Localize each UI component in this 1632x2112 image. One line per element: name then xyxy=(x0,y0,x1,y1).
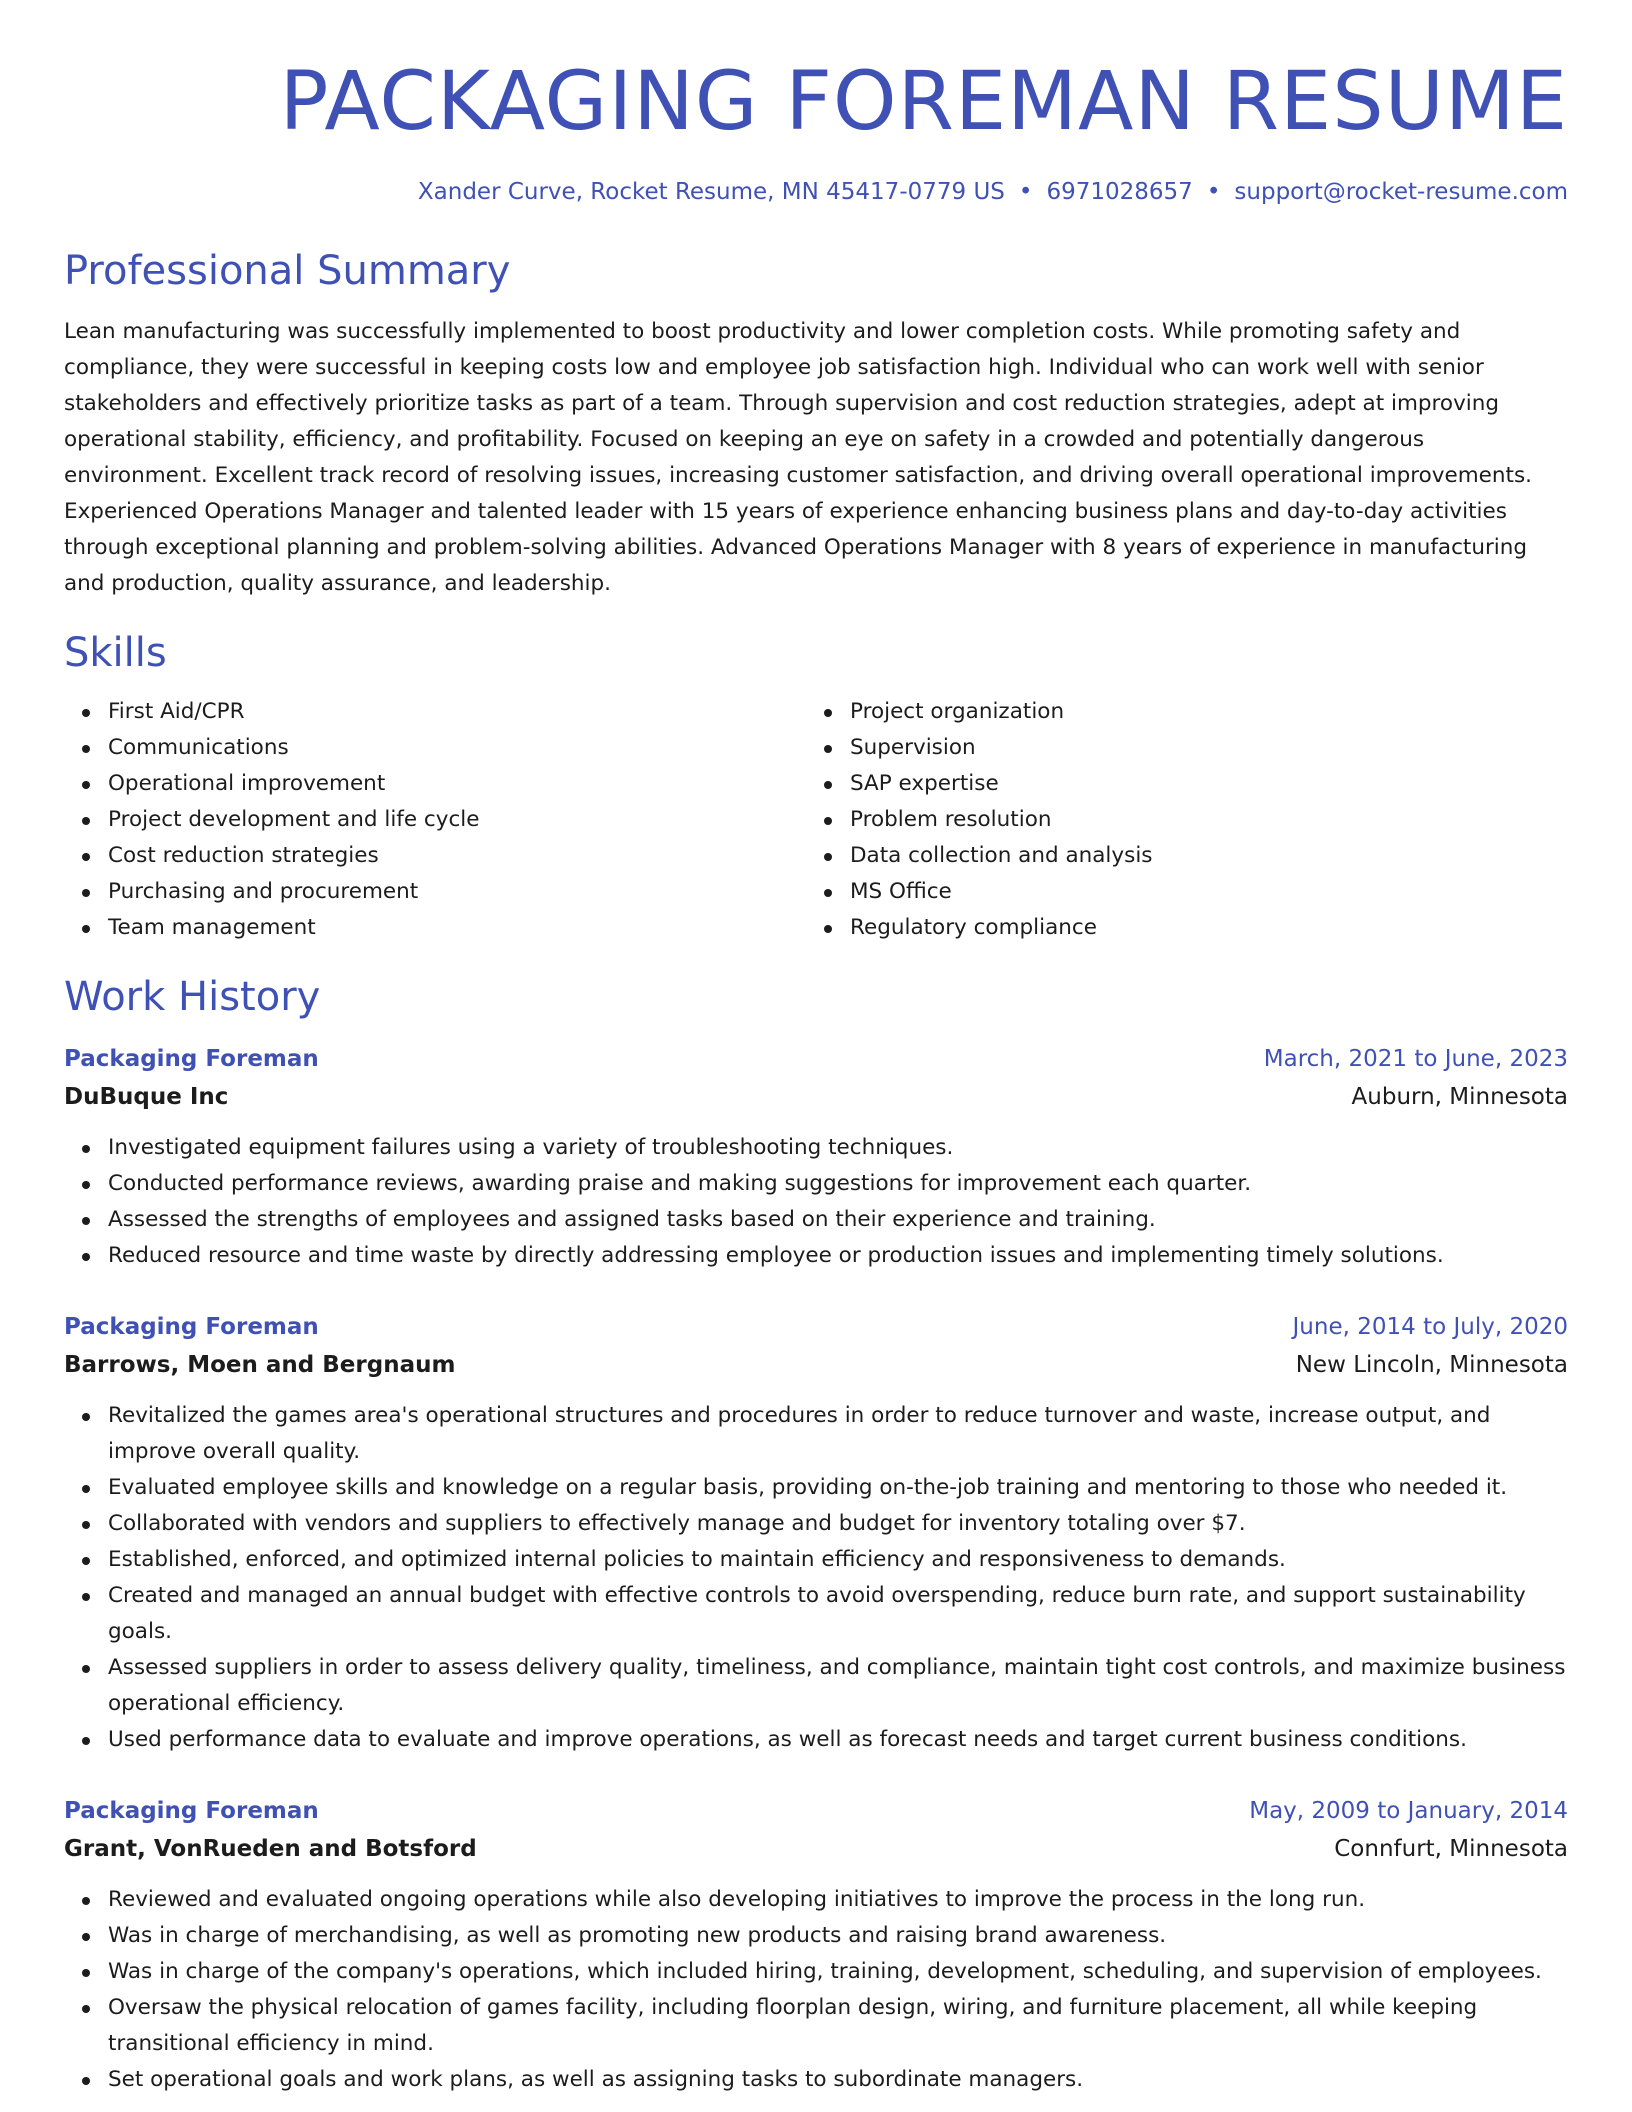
job-bullet: Used performance data to evaluate and improve operations, as well as forecast needs and target current business conditions. xyxy=(108,1722,1568,1758)
job-header-row xyxy=(64,1040,1568,1078)
job-header-row xyxy=(64,1792,1568,1830)
job-dates: March, 2021 to June, 2023 xyxy=(1263,1046,1568,1072)
skills-column-left xyxy=(64,694,806,946)
job-bullet: Revitalized the games area's operational structures and procedures in order to reduce turnover and waste, increase output, and improve overall quality. xyxy=(108,1398,1568,1470)
job-bullet: Was in charge of the company's operations, which included hiring, training, development, scheduling, and supervision of employees. xyxy=(108,1954,1568,1990)
skill-item: Team management xyxy=(108,910,806,946)
job-bullets xyxy=(64,1130,1568,1274)
job-company: Barrows, Moen and Bergnaum xyxy=(64,1352,456,1378)
job-dates: June, 2014 to July, 2020 xyxy=(1292,1314,1568,1340)
skill-item: Purchasing and procurement xyxy=(108,874,806,910)
job-location: Connfurt, Minnesota xyxy=(1334,1836,1568,1862)
skills-column-right xyxy=(806,694,1548,946)
skill-item: MS Office xyxy=(850,874,1548,910)
job-title: Packaging Foreman xyxy=(64,1046,319,1072)
job-bullet: Assessed the strengths of employees and assigned tasks based on their experience and training. xyxy=(108,1202,1568,1238)
contact-email: support@rocket-resume.com xyxy=(1234,179,1568,205)
job-bullet: Assessed suppliers in order to assess delivery quality, timeliness, and compliance, maintain tight cost controls, and maximize business operational efficiency. xyxy=(108,1650,1568,1722)
resume-header xyxy=(64,0,1568,208)
job-entry xyxy=(64,1308,1568,1758)
job-company-row xyxy=(64,1346,1568,1384)
job-bullet: Created and managed an annual budget with effective controls to avoid overspending, reduce burn rate, and support sustainability goals. xyxy=(108,1578,1568,1650)
contact-phone: 6971028657 xyxy=(1046,179,1193,205)
skills-list xyxy=(64,694,1568,946)
job-bullets xyxy=(64,1882,1568,2098)
skill-item: First Aid/CPR xyxy=(108,694,806,730)
skill-item: Project development and life cycle xyxy=(108,802,806,838)
summary-text: Lean manufacturing was successfully implemented to boost productivity and lower completion costs. While promoting safety and compliance, they were successful in keeping costs low and employee job satisfaction high. Individual who can work well with senior stakeholders and effectively prioritize tasks as part of a team. Through supervision and cost reduction strategies, adept at improving operational stability, efficiency, and profitability. Focused on keeping an eye on safety in a crowded and potentially dangerous environment. Excellent track record of resolving issues, increasing customer satisfaction, and driving overall operational improvements. Experienced Operations Manager and talented leader with 15 years of experience enhancing business plans and day-to-day activities through exceptional planning and problem-solving abilities. Advanced Operations Manager with 8 years of experience in manufacturing and production, quality assurance, and leadership. xyxy=(64,319,1532,596)
job-company-row xyxy=(64,1830,1568,1868)
job-bullet: Evaluated employee skills and knowledge on a regular basis, providing on-the-job training and mentoring to those who needed it. xyxy=(108,1470,1568,1506)
job-bullet: Collaborated with vendors and suppliers to effectively manage and budget for inventory totaling over $7. xyxy=(108,1506,1568,1542)
job-header-row xyxy=(64,1308,1568,1346)
contact-separator: • xyxy=(1206,179,1221,205)
contact-address: Xander Curve, Rocket Resume, MN 45417-0779 US xyxy=(417,179,1005,205)
job-bullet: Reduced resource and time waste by directly addressing employee or production issues and implementing timely solutions. xyxy=(108,1238,1568,1274)
skill-item: SAP expertise xyxy=(850,766,1548,802)
skill-item: Communications xyxy=(108,730,806,766)
skill-item: Operational improvement xyxy=(108,766,806,802)
job-dates: May, 2009 to January, 2014 xyxy=(1249,1798,1568,1824)
job-company: DuBuque Inc xyxy=(64,1084,229,1110)
skill-item: Project organization xyxy=(850,694,1548,730)
skill-item: Regulatory compliance xyxy=(850,910,1548,946)
resume-page xyxy=(64,0,1568,2098)
skill-item: Data collection and analysis xyxy=(850,838,1548,874)
skills-heading: Skills xyxy=(64,630,167,676)
job-location: New Lincoln, Minnesota xyxy=(1295,1352,1568,1378)
job-title: Packaging Foreman xyxy=(64,1798,319,1824)
job-location: Auburn, Minnesota xyxy=(1351,1084,1568,1110)
skill-item: Problem resolution xyxy=(850,802,1548,838)
job-bullets xyxy=(64,1398,1568,1758)
job-entry xyxy=(64,1040,1568,1274)
skill-item: Cost reduction strategies xyxy=(108,838,806,874)
contact-line xyxy=(64,176,1568,208)
resume-title: PACKAGING FOREMAN RESUME xyxy=(279,55,1568,149)
job-bullet: Conducted performance reviews, awarding praise and making suggestions for improvement each quarter. xyxy=(108,1166,1568,1202)
job-bullet: Established, enforced, and optimized internal policies to maintain efficiency and responsiveness to demands. xyxy=(108,1542,1568,1578)
job-bullet: Set operational goals and work plans, as well as assigning tasks to subordinate managers. xyxy=(108,2062,1568,2098)
work-history-heading: Work History xyxy=(64,974,321,1020)
job-entry xyxy=(64,1792,1568,2098)
job-bullet: Reviewed and evaluated ongoing operations while also developing initiatives to improve the process in the long run. xyxy=(108,1882,1568,1918)
skill-item: Supervision xyxy=(850,730,1548,766)
job-title: Packaging Foreman xyxy=(64,1314,319,1340)
contact-separator: • xyxy=(1018,179,1033,205)
job-company: Grant, VonRueden and Botsford xyxy=(64,1836,477,1862)
job-bullet: Investigated equipment failures using a variety of troubleshooting techniques. xyxy=(108,1130,1568,1166)
job-company-row xyxy=(64,1078,1568,1116)
job-bullet: Oversaw the physical relocation of games facility, including floorplan design, wiring, and furniture placement, all while keeping transitional efficiency in mind. xyxy=(108,1990,1568,2062)
job-bullet: Was in charge of merchandising, as well as promoting new products and raising brand awareness. xyxy=(108,1918,1568,1954)
summary-heading: Professional Summary xyxy=(64,248,511,294)
